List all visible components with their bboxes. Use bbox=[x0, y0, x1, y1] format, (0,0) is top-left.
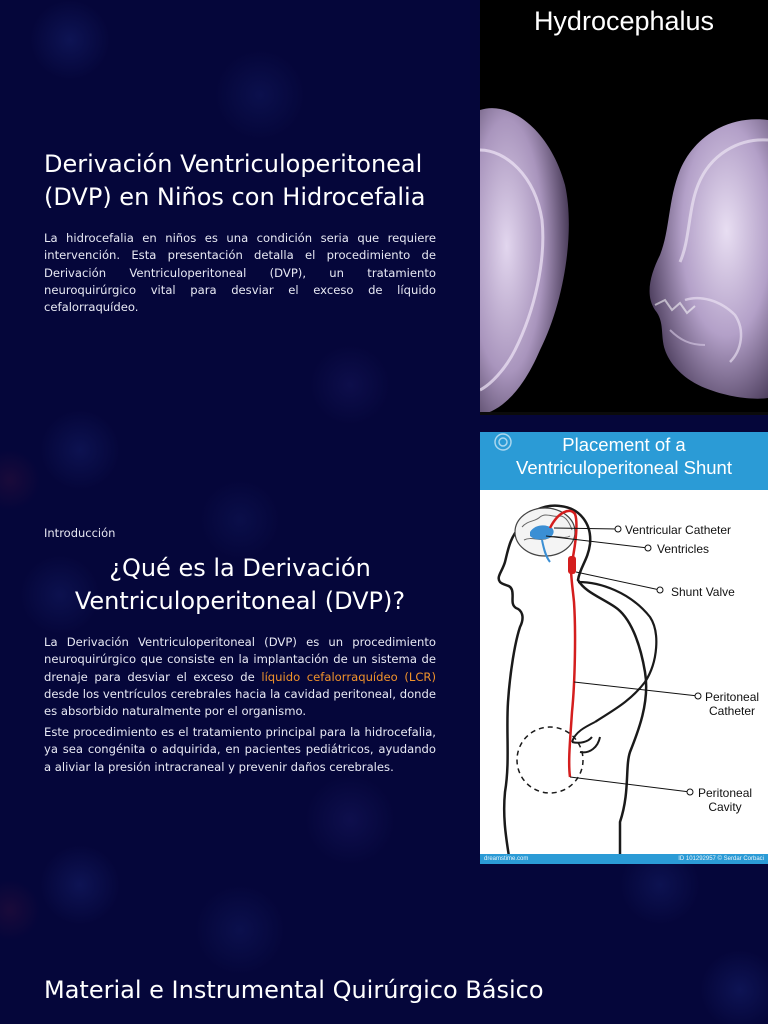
left-skull-shape bbox=[480, 108, 569, 415]
label-peritoneal-catheter-line2: Catheter bbox=[709, 704, 756, 718]
xray-skulls bbox=[480, 0, 768, 415]
diagram-title-line2: Ventriculoperitoneal Shunt bbox=[516, 457, 732, 478]
child-body-outline bbox=[520, 506, 646, 864]
label-shunt-valve: Shunt Valve bbox=[671, 585, 735, 599]
main-title: Derivación Ventriculoperitoneal (DVP) en Niños con Hidrocefalia bbox=[44, 150, 426, 211]
shunt-diagram-image bbox=[480, 432, 768, 864]
definition-text-end: desde los ventrículos cerebrales hacia la cavidad peritoneal, donde es absorbido naturalmente por el organismo. bbox=[44, 686, 436, 719]
definition-paragraph bbox=[44, 634, 436, 720]
peritoneal-cavity-circle bbox=[517, 727, 583, 793]
label-ventricular-catheter: Ventricular Catheter bbox=[625, 523, 732, 537]
shunt-valve-shape bbox=[568, 556, 576, 574]
label-peritoneal-cavity bbox=[698, 786, 752, 814]
label-peritoneal-cavity-line1: Peritoneal bbox=[698, 786, 753, 800]
definition-text-start: La Derivación Ventriculoperitoneal (DVP) es un procedimiento neuroquirúrgico que consiste en la implantación de un sistema de drenaje para desviar el exceso de bbox=[44, 635, 436, 684]
footer-credit: ID 101292957 © Serdar Corbaci bbox=[678, 856, 764, 862]
label-peritoneal-cavity-line2: Cavity bbox=[708, 800, 742, 814]
label-peritoneal-catheter bbox=[705, 690, 759, 718]
footer-watermark: dreamstime.com bbox=[484, 856, 529, 862]
section-label: Introducción bbox=[44, 526, 116, 540]
diagram-footer bbox=[480, 854, 768, 864]
treatment-paragraph: Este procedimiento es el tratamiento principal para la hidrocefalia, ya sea congénita o adquirida, en pacientes pediátricos, ayudando a aliviar la presión intracraneal y prevenir daños cerebrales. bbox=[44, 725, 436, 774]
hydrocephalus-xray-image bbox=[480, 0, 768, 415]
intro-paragraph: La hidrocefalia en niños es una condición seria que requiere intervención. Esta presentación detalla el procedimiento de Derivación Ventriculoperitoneal (DVP), un tratamiento neuroquirúrgico vital para desviar el exceso de líquido cefalorraquídeo. bbox=[44, 231, 436, 315]
highlight-term: líquido cefalorraquídeo (LCR) bbox=[261, 669, 436, 684]
label-peritoneal-catheter-line1: Peritoneal bbox=[705, 690, 760, 704]
label-ventricles: Ventricles bbox=[657, 542, 710, 556]
xray-title: Hydrocephalus bbox=[533, 6, 715, 36]
section-title: ¿Qué es la Derivación Ventriculoperitoneal (DVP)? bbox=[74, 554, 406, 615]
right-skull-shape bbox=[650, 119, 768, 398]
diagram-title-line1: Placement of a bbox=[562, 434, 686, 455]
next-section-title: Material e Instrumental Quirúrgico Básico bbox=[44, 976, 544, 1004]
